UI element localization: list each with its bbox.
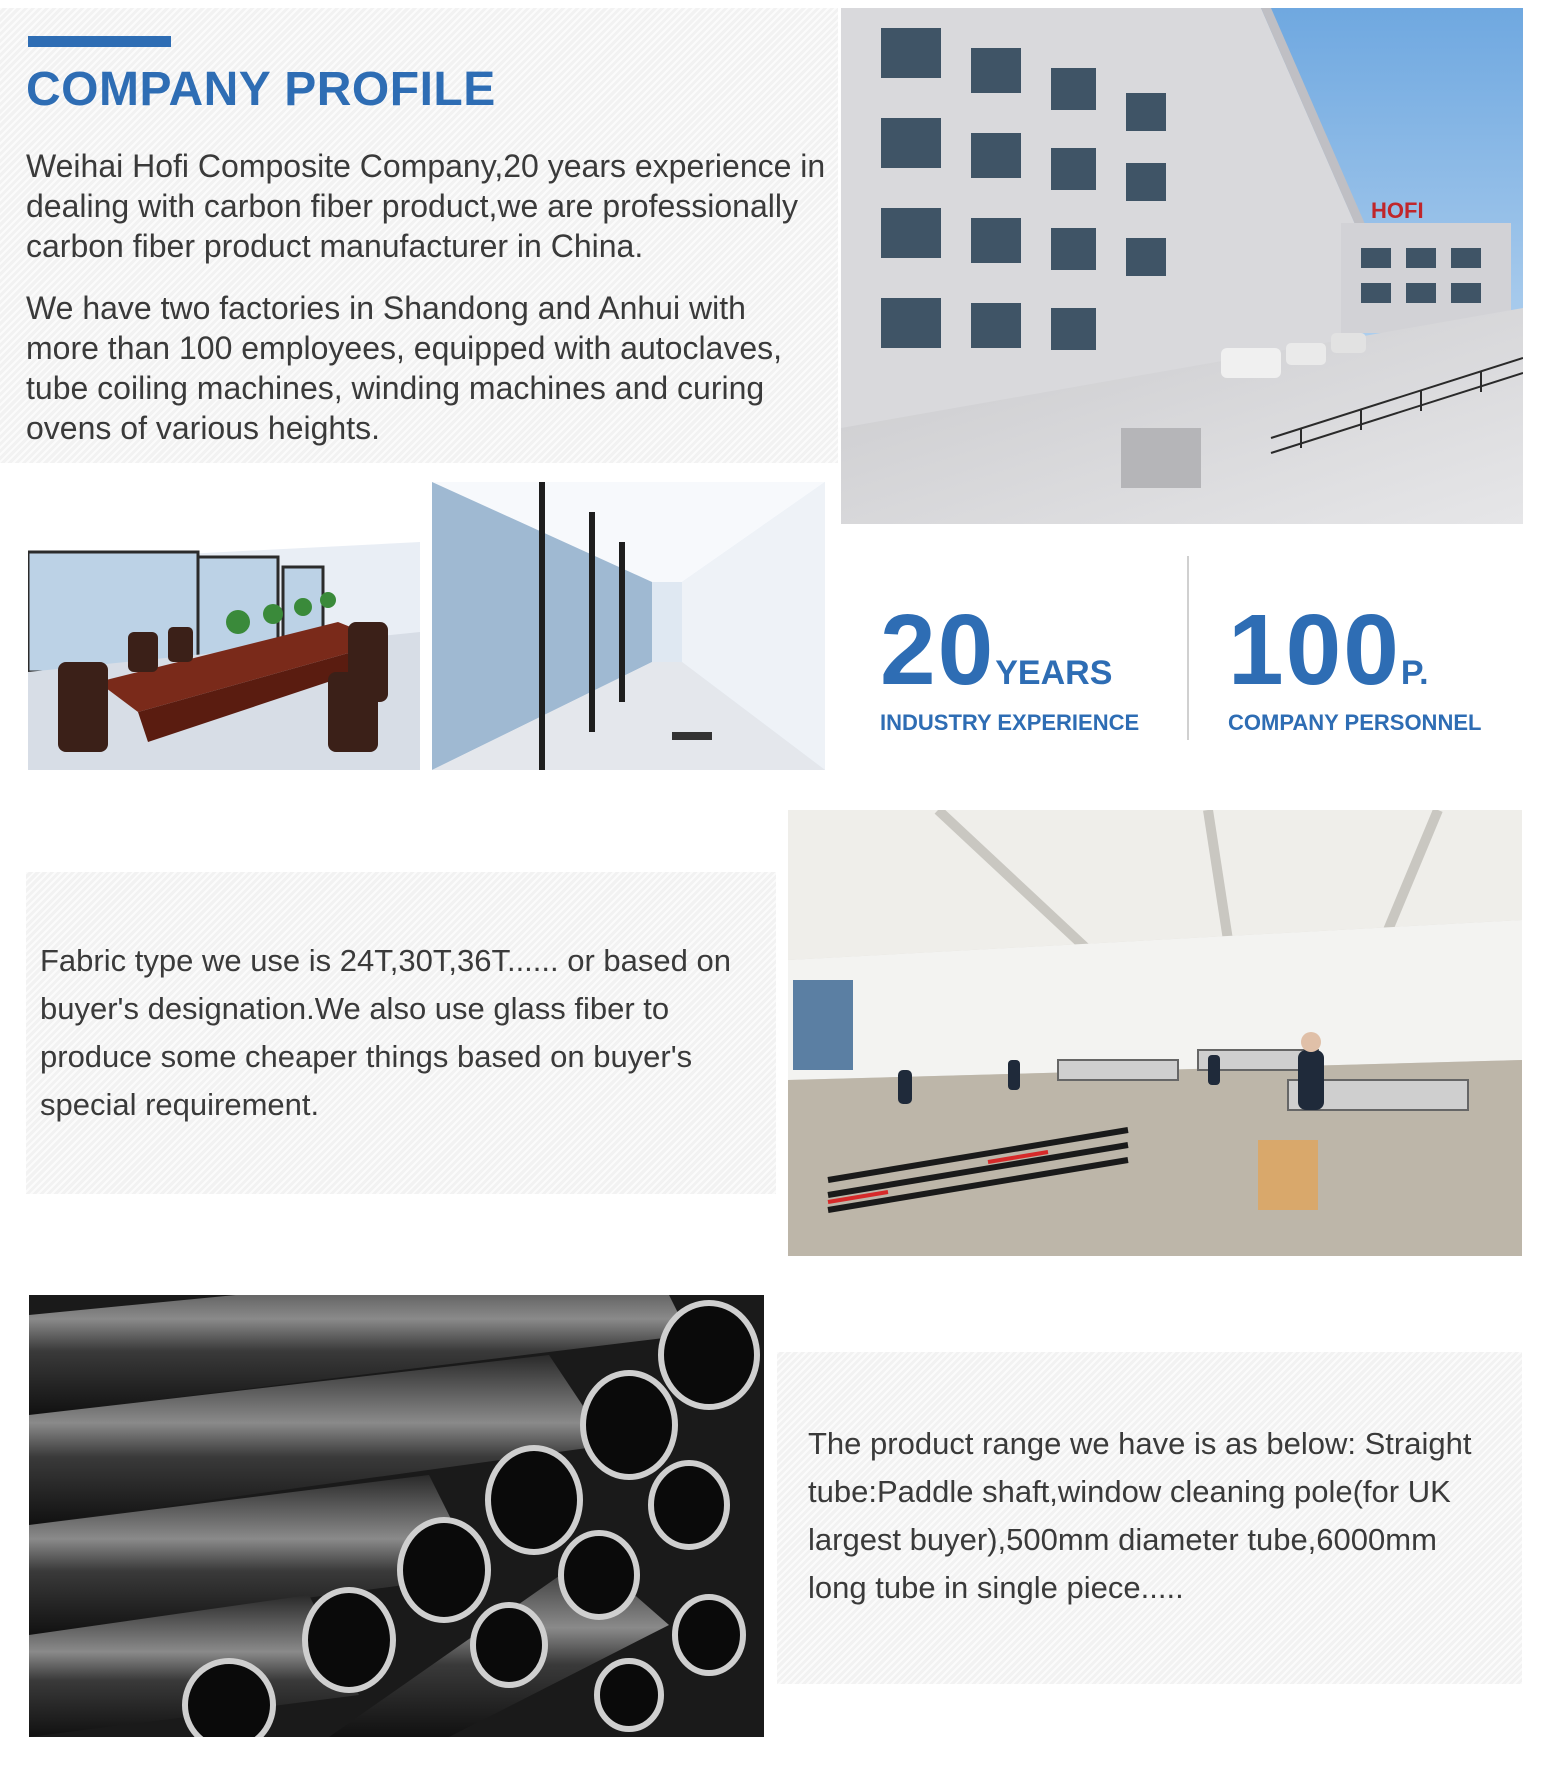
stat-years-unit: YEARS [995, 654, 1113, 692]
corridor-photo [432, 482, 825, 770]
stat-years [880, 594, 1190, 736]
stat-years-label: INDUSTRY EXPERIENCE [880, 710, 1140, 735]
building-sign-text: HOFI [1371, 198, 1424, 223]
stat-personnel-unit: P. [1400, 654, 1429, 692]
intro-paragraph-1: Weihai Hofi Composite Company,20 years experience in dealing with carbon fiber product,we are professionally carbon fiber product manufacturer in China. [26, 148, 826, 264]
stat-personnel [1228, 594, 1528, 736]
meeting-room-photo [28, 482, 420, 770]
intro-paragraph-2: We have two factories in Shandong and Anhui with more than 100 employees, equipped with autoclaves, tube coiling machines, winding machines and curing ovens of various heights. [26, 290, 783, 446]
stat-years-number: 20 [880, 594, 996, 706]
page-title: COMPANY PROFILE [26, 63, 496, 116]
fabric-text: Fabric type we use is 24T,30T,36T...... or based on buyer's designation.We also use glass fiber to produce some cheaper things based on buyer's special requirement. [40, 943, 731, 1122]
stat-personnel-number: 100 [1228, 594, 1401, 706]
stat-divider [1187, 556, 1189, 740]
title-accent-bar [28, 36, 171, 47]
factory-building-photo [841, 8, 1523, 524]
stat-personnel-label: COMPANY PERSONNEL [1228, 710, 1482, 735]
carbon-tubes-photo [29, 1295, 764, 1737]
workshop-photo [788, 810, 1522, 1256]
products-text: The product range we have is as below: Straight tube:Paddle shaft,window cleaning pole(for UK largest buyer),500mm diameter tube,6000mm long tube in single piece..... [808, 1426, 1472, 1605]
